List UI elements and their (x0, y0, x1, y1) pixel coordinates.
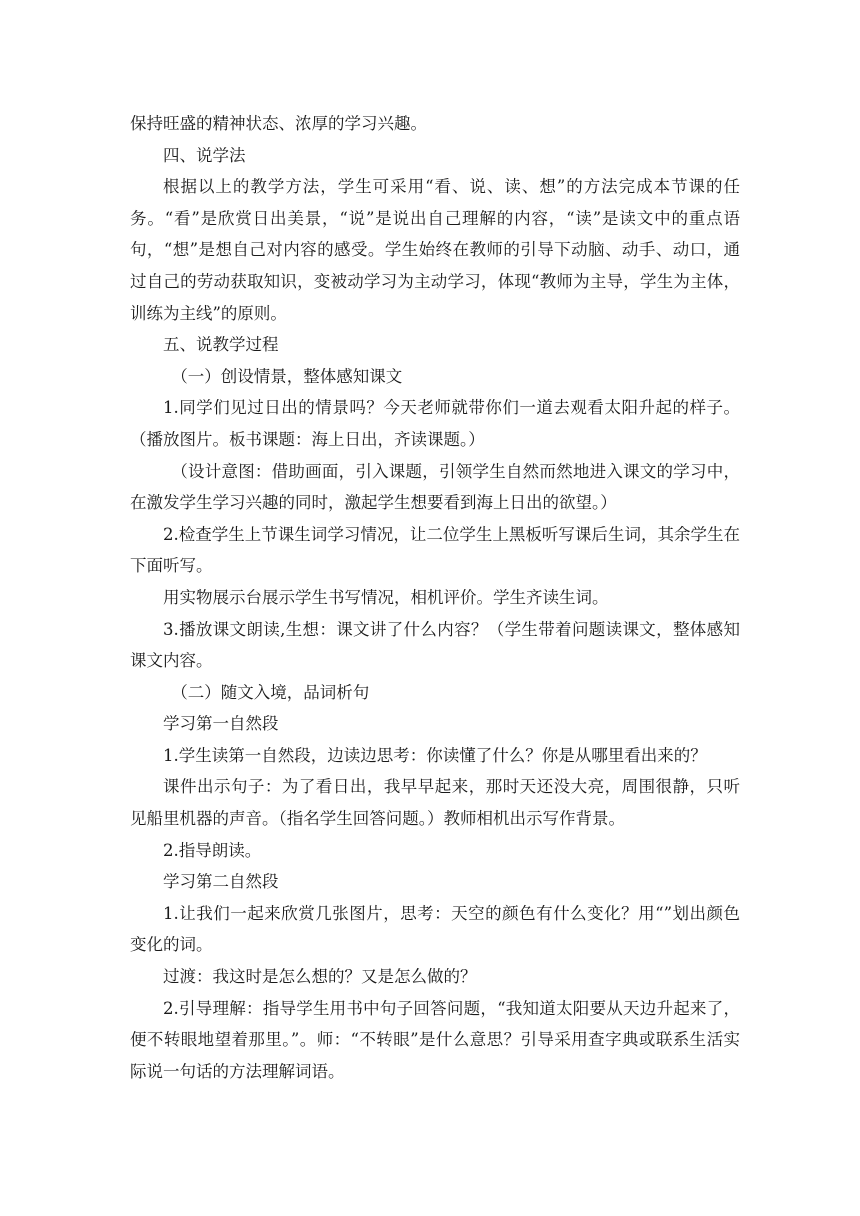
section-heading-study-methods: 四、说学法 (163, 145, 246, 165)
paragraph-step-3: 3.播放课文朗读,生想：课文讲了什么内容？（学生带着问题读课文，整体感知课文内容。 (130, 619, 740, 671)
paragraph-second-2: 2.引导理解：指导学生用书中句子回答问题，“我知道太阳要从天边升起来了，便不转眼地望着那里。”。师：“不转眼”是什么意思？引导采用查字典或联系生活实际说一句话的方法理解词语。 (130, 998, 740, 1081)
paragraph-step-1: 1.同学们见过日出的情景吗？今天老师就带你们一道去观看太阳升起的样子。（播放图片。板书课题：海上日出，齐读课题。） (130, 398, 740, 449)
paragraph-showcase: 用实物展示台展示学生书写情况，相机评价。学生齐读生词。 (163, 587, 609, 607)
subsection-heading-1: （一）创设情景，整体感知课文 (171, 366, 403, 386)
paragraph-first-sentence: 课件出示句子：为了看日出，我早早起来，那时天还没大亮，周围很静，只听见船里机器的声音。（指名学生回答问题。）教师相机出示写作背景。 (130, 777, 740, 829)
paragraph-first-2: 2.指导朗读。 (163, 840, 262, 860)
paragraph-design-intent: （设计意图：借助画面，引入课题，引领学生自然而然地进入课文的学习中，在激发学生学习兴趣的同时，激起学生想要看到海上日出的欲望。） (130, 461, 740, 513)
paragraph-study-second: 学习第二自然段 (163, 872, 279, 892)
paragraph-first-1: 1.学生读第一自然段，边读边思考：你读懂了什么？你是从哪里看出来的？ (163, 745, 707, 765)
paragraph-continuation: 保持旺盛的精神状态、浓厚的学习兴趣。 (130, 114, 427, 133)
section-heading-teaching-process: 五、说教学过程 (163, 335, 279, 355)
subsection-heading-2: （二）随文入境，品词析句 (171, 682, 370, 702)
paragraph-second-1: 1.让我们一起来欣赏几张图片，思考：天空的颜色有什么变化？用“”划出颜色变化的词。 (130, 903, 740, 955)
paragraph-transition: 过渡：我这时是怎么想的？又是怎么做的？ (163, 967, 477, 987)
document-page (130, 108, 740, 1087)
paragraph-study-first: 学习第一自然段 (163, 714, 279, 734)
paragraph-study-methods: 根据以上的教学方法，学生可采用“看、说、读、想”的方法完成本节课的任务。“看”是欣赏日出美景，“说”是说出自己理解的内容，“读”是读文中的重点语句，“想”是想自己对内容的感受。学生始终在教师的引导下动脑、动手、动口，通过自己的劳动获取知识，变被动学习为主动学习，体现“教师为主导，学生为主体，训练为主线”的原则。 (130, 177, 740, 323)
paragraph-step-2: 2.检查学生上节课生词学习情况，让二位学生上黑板听写课后生词，其余学生在下面听写。 (130, 524, 740, 576)
